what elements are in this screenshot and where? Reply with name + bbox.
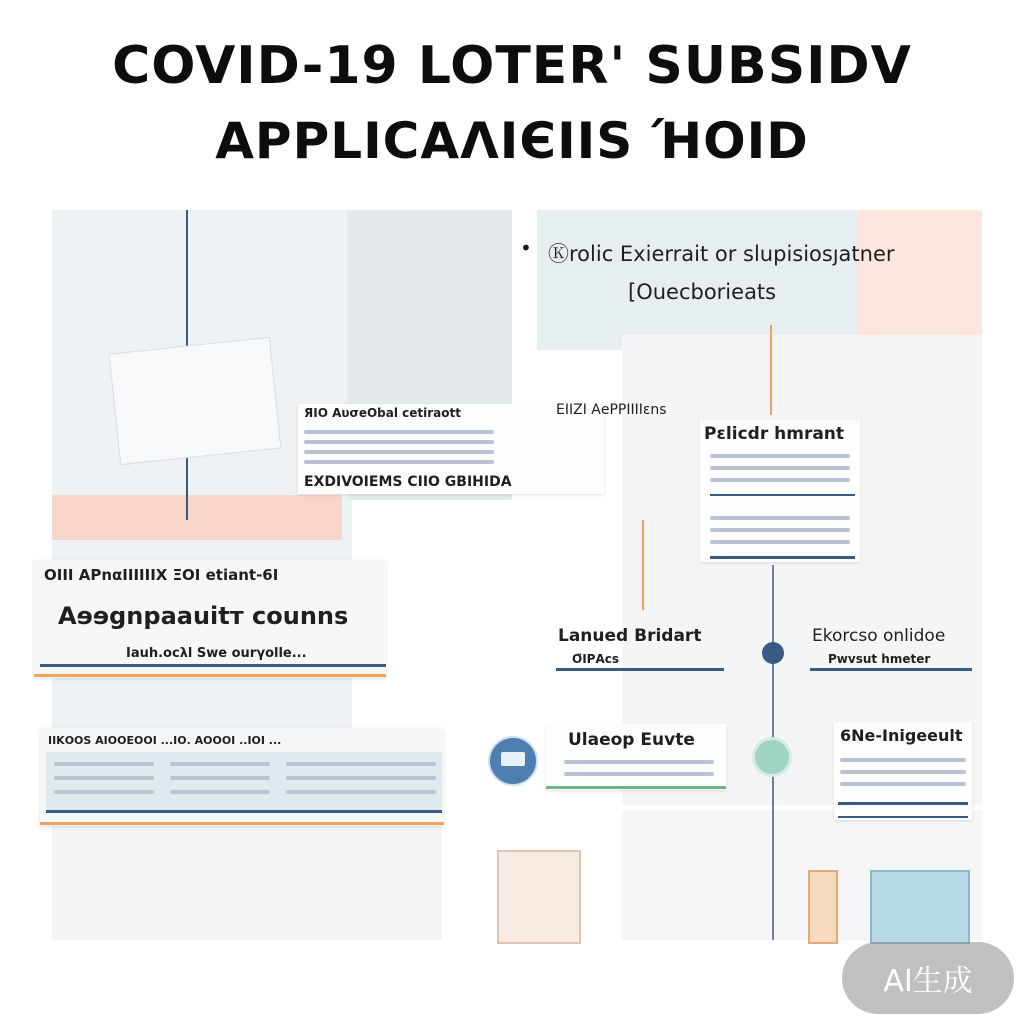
left-mid-card <box>34 560 386 678</box>
left-top-card-heading: ЯΙΟ ΑυσeObal cetiraott <box>304 406 461 420</box>
top-right-heading-line-1: Ⓚrolic Exierrait or slupisiosյatner <box>548 242 895 266</box>
ai-generated-badge <box>842 942 1014 1014</box>
middle-label: ΕΙΙΖΙ ΑeΡΡΙΙΙΙεns <box>556 402 667 418</box>
teal-node-icon <box>752 737 792 777</box>
ai-generated-badge-text: AI生成 <box>883 964 973 999</box>
mid-card-a-line-2: Ο̈ΙΡΑcs <box>572 652 620 666</box>
left-mid-card-line-1: ΟΙΙΙ ΑΡnαΙΙΙΙΙΙΧ ΞΟΙ etiant-6Ι <box>44 566 279 584</box>
left-mid-card-line-3: Ιauh.ocλl Swe ourγolle... <box>126 646 307 661</box>
monitor-node-icon <box>488 736 538 786</box>
people-illustration <box>870 870 970 944</box>
left-bottom-card-heading: ΙΙΚΟΟS ΑΙΟΟΕΟΟΙ ...ΙΟ. ΑΟΟΟΙ ..ΙΟΙ ... <box>48 734 282 747</box>
timeline-line-orange-2 <box>642 520 644 610</box>
mid-card-c-line-1: Ulaeop Euvte <box>568 730 695 750</box>
right-top-card <box>700 420 860 562</box>
left-top-card-footer: EXDIVOIEMS CΙΙΟ GBIΗΙDA <box>304 474 512 490</box>
top-right-bullet: • <box>520 236 532 260</box>
mid-card-d <box>834 722 972 820</box>
mid-card-a <box>556 620 726 672</box>
orange-stripe <box>52 495 342 540</box>
mid-card-c <box>546 724 726 790</box>
left-bottom-card <box>40 728 444 826</box>
timeline-line-orange-1 <box>770 325 772 415</box>
mid-card-b-line-2: Ρwvsut hmeter <box>828 652 931 666</box>
document-illustration <box>109 337 282 465</box>
mid-card-a-line-1: Lanued Bridart <box>558 626 702 646</box>
mid-card-d-line-1: 6Ne-Inigeeult <box>840 726 963 745</box>
door-illustration <box>808 870 838 944</box>
mid-card-b-line-1: Ekorcso onlidoe <box>812 626 946 646</box>
page-title-line-1: COVID-19 LOTER' SUBSIDV <box>112 36 912 96</box>
small-node-icon <box>762 642 784 664</box>
top-right-heading-line-2: [Ouecborieats <box>628 280 777 304</box>
left-mid-card-line-2: Aɘɘgnpaauitᴛ counns <box>58 602 349 630</box>
page-title-line-2: APPLICAΛIЄIIS ΉOID <box>215 112 809 170</box>
right-top-card-heading: Ρεlicdr hmrant <box>704 424 845 444</box>
window-illustration <box>497 850 581 944</box>
mid-card-b <box>806 620 972 672</box>
